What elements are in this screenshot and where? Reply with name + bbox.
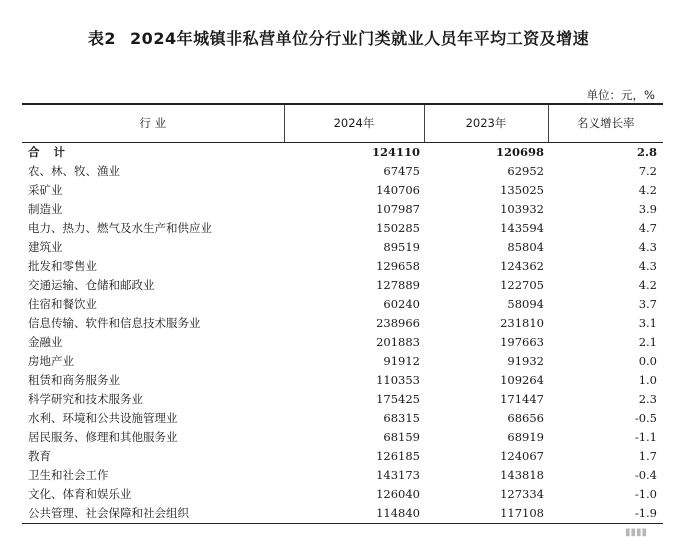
growth-rate-cell: -0.4 xyxy=(634,467,657,482)
table-row xyxy=(22,447,663,466)
industry-cell: 金融业 xyxy=(28,334,63,349)
table-row xyxy=(22,428,663,447)
wage-2024-cell: 127889 xyxy=(376,277,420,292)
wage-2023-cell: 120698 xyxy=(495,144,544,159)
industry-cell: 批发和零售业 xyxy=(28,258,97,273)
wage-2023-cell: 117108 xyxy=(424,504,548,524)
industry-cell: 房地产业 xyxy=(28,353,74,368)
industry-cell: 卫生和社会工作 xyxy=(28,467,109,482)
wage-2024-cell: 107987 xyxy=(376,201,420,216)
growth-rate-cell: 0.0 xyxy=(638,353,657,368)
industry-cell: 住宿和餐饮业 xyxy=(28,296,97,311)
growth-rate-cell: 2.3 xyxy=(638,391,657,406)
wage-2024-cell: 124110 xyxy=(371,144,420,159)
wage-2023-cell: 85804 xyxy=(507,239,544,254)
unit-label: 单位：元，% xyxy=(586,88,655,102)
table-row xyxy=(22,200,663,219)
wage-2023-cell: 58094 xyxy=(507,296,544,311)
growth-rate-cell: 7.2 xyxy=(638,163,657,178)
growth-rate-cell: 3.9 xyxy=(638,201,657,216)
watermark: ▮▮▮▮ xyxy=(621,526,651,539)
growth-rate-cell: 2.8 xyxy=(636,144,657,159)
wage-table xyxy=(22,103,663,524)
industry-cell: 科学研究和技术服务业 xyxy=(28,391,143,406)
wage-2023-cell: 231810 xyxy=(500,315,544,330)
header-2024: 2024年 xyxy=(284,104,424,142)
wage-2024-cell: 126040 xyxy=(376,486,420,501)
wage-2024-cell: 126185 xyxy=(376,448,420,463)
table-row xyxy=(22,314,663,333)
table-title xyxy=(0,26,677,49)
wage-2023-cell: 103932 xyxy=(500,201,544,216)
industry-cell: 建筑业 xyxy=(28,239,63,254)
growth-rate-cell: 2.1 xyxy=(638,334,657,349)
growth-rate-cell: -1.9 xyxy=(548,504,663,524)
table-row xyxy=(22,162,663,181)
wage-2023-cell: 68656 xyxy=(507,410,544,425)
wage-2024-cell: 129658 xyxy=(376,258,420,273)
wage-2024-cell: 140706 xyxy=(376,182,420,197)
table-row xyxy=(22,485,663,504)
header-growth-rate: 名义增长率 xyxy=(548,104,663,142)
industry-cell: 电力、热力、燃气及水生产和供应业 xyxy=(28,220,212,235)
growth-rate-cell: -0.5 xyxy=(634,410,657,425)
table-row xyxy=(22,295,663,314)
table-row xyxy=(22,333,663,352)
wage-2024-cell: 60240 xyxy=(383,296,420,311)
growth-rate-cell: 4.2 xyxy=(638,277,657,292)
table-row xyxy=(22,219,663,238)
wage-2023-cell: 171447 xyxy=(500,391,544,406)
table-row xyxy=(22,466,663,485)
table-row xyxy=(22,238,663,257)
growth-rate-cell: 3.1 xyxy=(638,315,657,330)
table-row xyxy=(22,257,663,276)
wage-2024-cell: 114840 xyxy=(284,504,424,524)
wage-2024-cell: 67475 xyxy=(383,163,420,178)
industry-cell: 文化、体育和娱乐业 xyxy=(28,486,132,501)
growth-rate-cell: 4.3 xyxy=(638,239,657,254)
table-row xyxy=(22,409,663,428)
header-industry: 行 业 xyxy=(22,104,284,142)
table-row xyxy=(22,504,663,524)
wage-2024-cell: 143173 xyxy=(376,467,420,482)
growth-rate-cell: 1.0 xyxy=(638,372,657,387)
wage-2023-cell: 68919 xyxy=(507,429,544,444)
wage-2023-cell: 124067 xyxy=(500,448,544,463)
table-row xyxy=(22,371,663,390)
industry-cell: 信息传输、软件和信息技术服务业 xyxy=(28,315,201,330)
total-row xyxy=(22,142,663,162)
growth-rate-cell: 3.7 xyxy=(638,296,657,311)
table-title-text: 2024年城镇非私营单位分行业门类就业人员年平均工资及增速 xyxy=(130,29,590,48)
wage-2024-cell: 175425 xyxy=(376,391,420,406)
industry-cell: 农、林、牧、渔业 xyxy=(28,163,120,178)
wage-2023-cell: 197663 xyxy=(500,334,544,349)
wage-2023-cell: 124362 xyxy=(500,258,544,273)
table-row xyxy=(22,276,663,295)
industry-cell: 教育 xyxy=(28,448,51,463)
growth-rate-cell: 4.3 xyxy=(638,258,657,273)
wage-2023-cell: 122705 xyxy=(500,277,544,292)
table-row xyxy=(22,352,663,371)
table-number: 表2 xyxy=(87,29,117,48)
growth-rate-cell: 4.2 xyxy=(638,182,657,197)
header-row xyxy=(22,104,663,142)
industry-cell: 合计 xyxy=(28,144,79,159)
wage-2024-cell: 91912 xyxy=(383,353,420,368)
industry-cell: 租赁和商务服务业 xyxy=(28,372,120,387)
wage-2024-cell: 68159 xyxy=(383,429,420,444)
wage-2024-cell: 68315 xyxy=(383,410,420,425)
growth-rate-cell: 4.7 xyxy=(638,220,657,235)
table-row xyxy=(22,181,663,200)
wage-2023-cell: 91932 xyxy=(507,353,544,368)
header-2023: 2023年 xyxy=(424,104,548,142)
growth-rate-cell: 1.7 xyxy=(638,448,657,463)
wage-2024-cell: 89519 xyxy=(383,239,420,254)
industry-cell: 公共管理、社会保障和社会组织 xyxy=(22,504,284,524)
industry-cell: 交通运输、仓储和邮政业 xyxy=(28,277,155,292)
industry-cell: 采矿业 xyxy=(28,182,63,197)
wage-2023-cell: 62952 xyxy=(507,163,544,178)
table-row xyxy=(22,390,663,409)
wage-2024-cell: 201883 xyxy=(376,334,420,349)
growth-rate-cell: -1.0 xyxy=(634,486,657,501)
industry-cell: 居民服务、修理和其他服务业 xyxy=(28,429,178,444)
wage-2023-cell: 143818 xyxy=(500,467,544,482)
industry-cell: 制造业 xyxy=(28,201,63,216)
growth-rate-cell: -1.1 xyxy=(634,429,657,444)
wage-2024-cell: 110353 xyxy=(376,372,420,387)
industry-cell: 水利、环境和公共设施管理业 xyxy=(28,410,178,425)
wage-2023-cell: 127334 xyxy=(500,486,544,501)
wage-2024-cell: 238966 xyxy=(376,315,420,330)
wage-2023-cell: 109264 xyxy=(500,372,544,387)
wage-2023-cell: 135025 xyxy=(500,182,544,197)
wage-2024-cell: 150285 xyxy=(376,220,420,235)
wage-2023-cell: 143594 xyxy=(500,220,544,235)
